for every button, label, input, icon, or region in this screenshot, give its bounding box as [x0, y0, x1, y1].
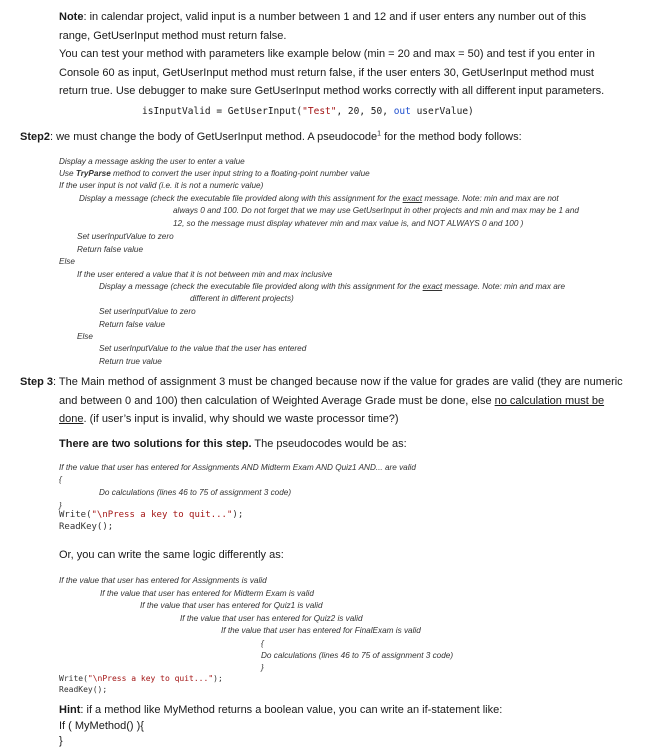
code-readkey: ReadKey(); — [59, 522, 114, 532]
pseudo-line: If the value that user has entered for Quiz2 is valid — [180, 614, 363, 623]
pseudo-line: } — [261, 663, 264, 672]
pseudo-line: Do calculations (lines 46 to 75 of assignment 3 code) — [261, 651, 454, 660]
pseudo-line: always 0 and 100. Do not forget that we may use GetUserInput in other projects and min and max may be 1 and — [173, 206, 579, 215]
note-line-5: return true. Use debugger to make sure GetUserInput method works correctly with all different input parameters. — [59, 85, 605, 97]
hint-close-brace: } — [59, 735, 63, 747]
code-readkey: ReadKey(); — [59, 685, 108, 694]
pseudo-line: { — [261, 639, 264, 648]
pseudo-line: Return false value — [77, 245, 143, 254]
pseudo-line: 12, so the message must display whatever min and max value is, and NOT ALWAYS 0 and 100 ) — [173, 219, 524, 228]
note-line-4: Console 60 as input, GetUserInput method must return false, if the user enters 30, GetUserInput method must — [59, 67, 594, 79]
pseudo-line: different in different projects) — [190, 294, 294, 303]
step3-line-2: and between 0 and 100) then calculation of Weighted Average Grade must be done, else no calculation must be — [59, 395, 605, 407]
pseudo-line: Set userInputValue to zero — [99, 307, 196, 316]
code-write: Write("\nPress a key to quit..."); — [59, 510, 244, 520]
step3-line-1: Step 3: The Main method of assignment 3 must be changed because now if the value for grades are valid (they are numeric — [20, 376, 623, 388]
hint-line: Hint: if a method like MyMethod returns a boolean value, you can write an if-statement like: — [59, 704, 503, 716]
pseudo-line: If the value that user has entered for Quiz1 is valid — [140, 601, 323, 610]
solutions-line: There are two solutions for this step. The pseudocodes would be as: — [59, 438, 407, 450]
note-line-2: range, GetUserInput method must return false. — [59, 30, 287, 42]
pseudo-line: If the value that user has entered for Assignments is valid — [59, 576, 267, 585]
pseudo-line: If the value that user has entered for Assignments AND Midterm Exam AND Quiz1 AND... are valid — [59, 463, 416, 472]
pseudo-line: If the value that user has entered for FinalExam is valid — [221, 626, 421, 635]
pseudo-line: Set userInputValue to the value that the user has entered — [99, 344, 307, 353]
pseudo-line: Return true value — [99, 357, 162, 366]
note-line-3: You can test your method with parameters like example below (min = 20 and max = 50) and test if you enter in — [59, 48, 595, 60]
pseudo-line: Set userInputValue to zero — [77, 232, 174, 241]
pseudo-line: Else — [77, 332, 93, 341]
pseudo-line: Do calculations (lines 46 to 75 of assignment 3 code) — [99, 488, 292, 497]
pseudo-line: Display a message (check the executable file provided along with this assignment for the exact message. Note: min and max are not — [79, 194, 559, 203]
step3-line-3: done. (if user’s input is invalid, why should we waste processor time?) — [59, 413, 399, 425]
pseudo-line: If the user entered a value that it is not between min and max inclusive — [77, 270, 333, 279]
step2-heading: Step2: we must change the body of GetUserInput method. A pseudocode$^1$ for the method body follows: — [20, 130, 522, 143]
pseudo-line: If the user input is not valid (i.e. it is not a numeric value) — [59, 181, 264, 190]
pseudo-line: Display a message (check the executable file provided along with this assignment for the exact message. Note: min and max are — [99, 282, 566, 291]
pseudo-line: Else — [59, 257, 75, 266]
code-write: Write("\nPress a key to quit..."); — [59, 674, 223, 683]
or-text: Or, you can write the same logic differently as: — [59, 549, 284, 561]
pseudo-line: } — [59, 501, 62, 510]
pseudo-line: Display a message asking the user to enter a value — [59, 157, 245, 166]
code-example: isInputValid = GetUserInput("Test", 20, 50, out userValue) — [142, 106, 474, 117]
note-line-1: Note: in calendar project, valid input is a number between 1 and 12 and if user enters any number out of this — [59, 11, 587, 23]
hint-if-line: If ( MyMethod() ){ — [59, 720, 144, 732]
pseudo-line: { — [59, 475, 62, 484]
pseudo-line: Use TryParse method to convert the user input string to a floating-point number value — [59, 169, 370, 178]
pseudo-line: If the value that user has entered for Midterm Exam is valid — [100, 589, 314, 598]
pseudo-line: Return false value — [99, 320, 165, 329]
note-label: Note — [59, 11, 84, 23]
